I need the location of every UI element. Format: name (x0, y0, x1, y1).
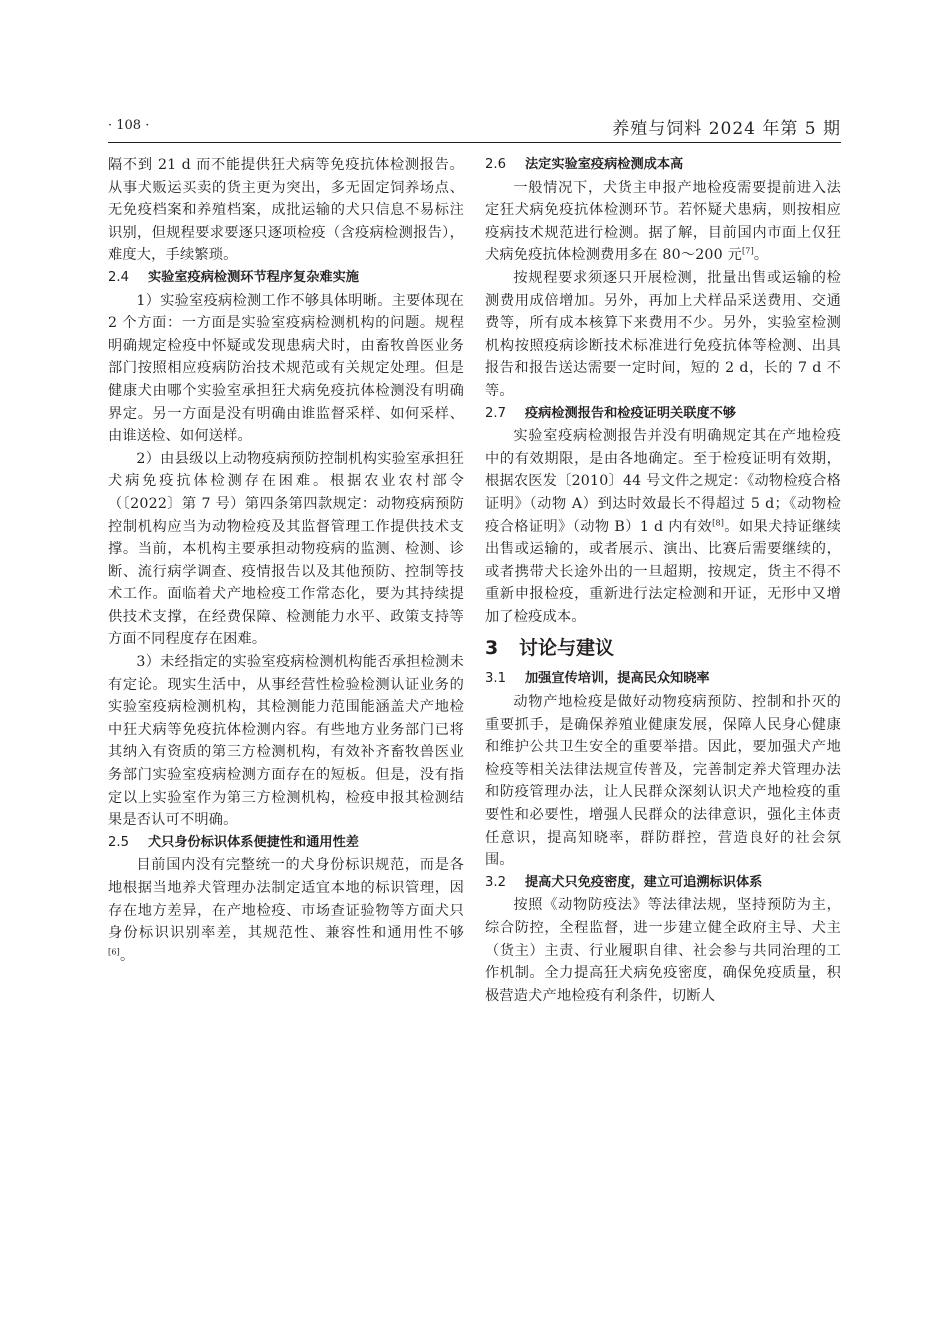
section-heading-2-4 (108, 267, 464, 290)
section-number: 2.6 (485, 157, 506, 172)
citation-ref: [8] (712, 517, 725, 527)
section-number: 2.4 (108, 269, 129, 285)
left-column (108, 154, 464, 967)
section-number: 2.5 (108, 834, 129, 850)
section-heading-3-1 (485, 668, 841, 691)
section-number: 2.7 (485, 405, 506, 421)
paragraph-text: 目前国内没有完整统一的犬身份标识规范，而是各地根据当地养犬管理办法制定适宜本地的标识管理，因存在地方差异，在产地检疫、市场查证验物等方面犬只身份标识识别率差，其规范性、兼容性和通用性不够 (108, 857, 464, 942)
section-title: 讨论与建议 (519, 637, 615, 660)
page-header (108, 114, 841, 143)
citation-ref: [6] (108, 947, 120, 957)
right-column (485, 154, 841, 1007)
citation-ref: [7] (741, 246, 754, 256)
paragraph-text: 实验室疫病检测报告并没有明确规定其在产地检疫中的有效期限，是由各地确定。至于检疫证明有效期，根据农医发〔2010〕44 号文件之规定：《动物检疫合格证明》（动物 A）到达时效最长不得超过 5 d；《动物检疫合格证明》（动物 B）1 d 内有效 (485, 428, 841, 535)
paragraph: 按规程要求须逐只开展检测，批量出售或运输的检测费用成倍增加。另外，再加上犬样品采送费用、交通费等，所有成本核算下来费用不少。另外，实验室检测机构按照疫病诊断技术标准进行免疫抗体等检测、出具报告和报告送达需要一定时间，短的 2 d，长的 7 d 不等。 (485, 269, 841, 399)
page-number: · 108 · (108, 118, 150, 133)
section-heading-2-6 (485, 154, 841, 177)
paragraph-text: 。 (753, 247, 769, 264)
paragraph (108, 854, 464, 967)
paragraph-text: 一般情况下，犬货主申报产地检疫需要提前进入法定狂犬病免疫抗体检测环节。若怀疑犬患病，则按相应疫病技术规范进行检测。据了解，目前国内市面上仅狂犬病免疫抗体检测费用多在 80～200 元 (485, 179, 841, 264)
section-title: 法定实验室疫病检测成本高 (525, 157, 684, 172)
journal-title: 养殖与饲料 2024 年第 5 期 (612, 119, 841, 139)
section-heading-3 (485, 632, 841, 664)
paragraph-text: 。 (119, 947, 135, 964)
section-number: 3.1 (485, 671, 506, 687)
paragraph: 1）实验室疫病检测工作不够具体明晰。主要体现在 2 个方面：一方面是实验室疫病检测机构的问题。规程明确规定检疫中怀疑或发现患病犬时，由畜牧兽医业务部门按照相应疫病防治技术规范或有关规定处理。但是健康犬由哪个实验室承担狂犬病免疫抗体检测没有明确界定。另一方面是没有明确由谁监督采样、如何采样、由谁送检、如何送样。 (108, 292, 464, 445)
section-heading-2-7 (485, 403, 841, 426)
section-title: 加强宣传培训，提高民众知晓率 (525, 671, 710, 687)
paragraph: 按照《动物防疫法》等法律法规，坚持预防为主，综合防控，全程监督，进一步建立健全政府主导、犬主（货主）主责、行业履职自律、社会参与共同治理的工作机制。全力提高狂犬病免疫密度，确保免疫质量，积极营造犬产地检疫有利条件，切断人 (485, 897, 841, 1004)
paragraph-continued: 隔不到 21 d 而不能提供狂犬病等免疫抗体检测报告。从事犬贩运买卖的货主更为突出，多无固定饲养场点、无免疫档案和养殖档案，成批运输的犬只信息不易标注识别，但规程要求要逐只逐项检疫（含疫病检测报告），难度大，手续繁琐。 (108, 157, 464, 264)
paragraph-text: 。如果犬持证继续出售或运输的，或者展示、演出、比赛后需要继续的，或者携带犬长途外出的一旦超期，按规定，货主不得不重新申报检疫，重新进行法定检测和开证，无形中又增加了检疫成本。 (485, 518, 842, 625)
paragraph: 2）由县级以上动物疫病预防控制机构实验室承担狂犬病免疫抗体检测存在困难。根据农业农村部令（〔2022〕第 7 号）第四条第四款规定：动物疫病预防控制机构应当为动物检疫及其监督管理工作提供技术支撑。当前，本机构主要承担动物疫病的监测、检测、诊断、流行病学调查、疫情报告以及其他预防、控制等技术工作。面临着犬产地检疫工作常态化，要为其持续提供技术支撑，在经费保障、检测能力水平、政策支持等方面不同程度存在困难。 (108, 450, 464, 648)
section-title: 犬只身份标识体系便捷性和通用性差 (148, 834, 359, 850)
section-heading-2-5 (108, 832, 464, 855)
paragraph (485, 177, 841, 267)
section-title: 提高犬只免疫密度，建立可追溯标识体系 (525, 874, 763, 890)
paragraph (485, 425, 841, 628)
section-number: 3 (485, 637, 499, 660)
section-number: 3.2 (485, 874, 506, 890)
section-title: 实验室疫病检测环节程序复杂难实施 (148, 269, 359, 285)
paragraph: 3）未经指定的实验室疫病检测机构能否承担检测未有定论。现实生活中，从事经营性检验检测认证业务的实验室疫病检测机构，其检测能力范围能涵盖犬产地检中狂犬病等免疫抗体检测内容。有些地方业务部门已将其纳入有资质的第三方检测机构，有效补齐畜牧兽医业务部门实验室疫病检测方面存在的短板。但是，没有指定以上实验室作为第三方检测机构，检疫申报其检测结果是否认可不明确。 (108, 654, 464, 829)
paragraph: 动物产地检疫是做好动物疫病预防、控制和扑灭的重要抓手，是确保养殖业健康发展，保障人民身心健康和维护公共卫生安全的重要举措。因此，要加强犬产地检疫等相关法律法规宣传普及，完善制定养犬管理办法和防疫管理办法，让人民群众深刻认识犬产地检疫的重要性和必要性，增强人民群众的法律意识，强化主体责任意识，提高知晓率，群防群控，营造良好的社会氛围。 (485, 694, 841, 869)
section-heading-3-2 (485, 872, 841, 895)
section-title: 疫病检测报告和检疫证明关联度不够 (525, 405, 736, 421)
